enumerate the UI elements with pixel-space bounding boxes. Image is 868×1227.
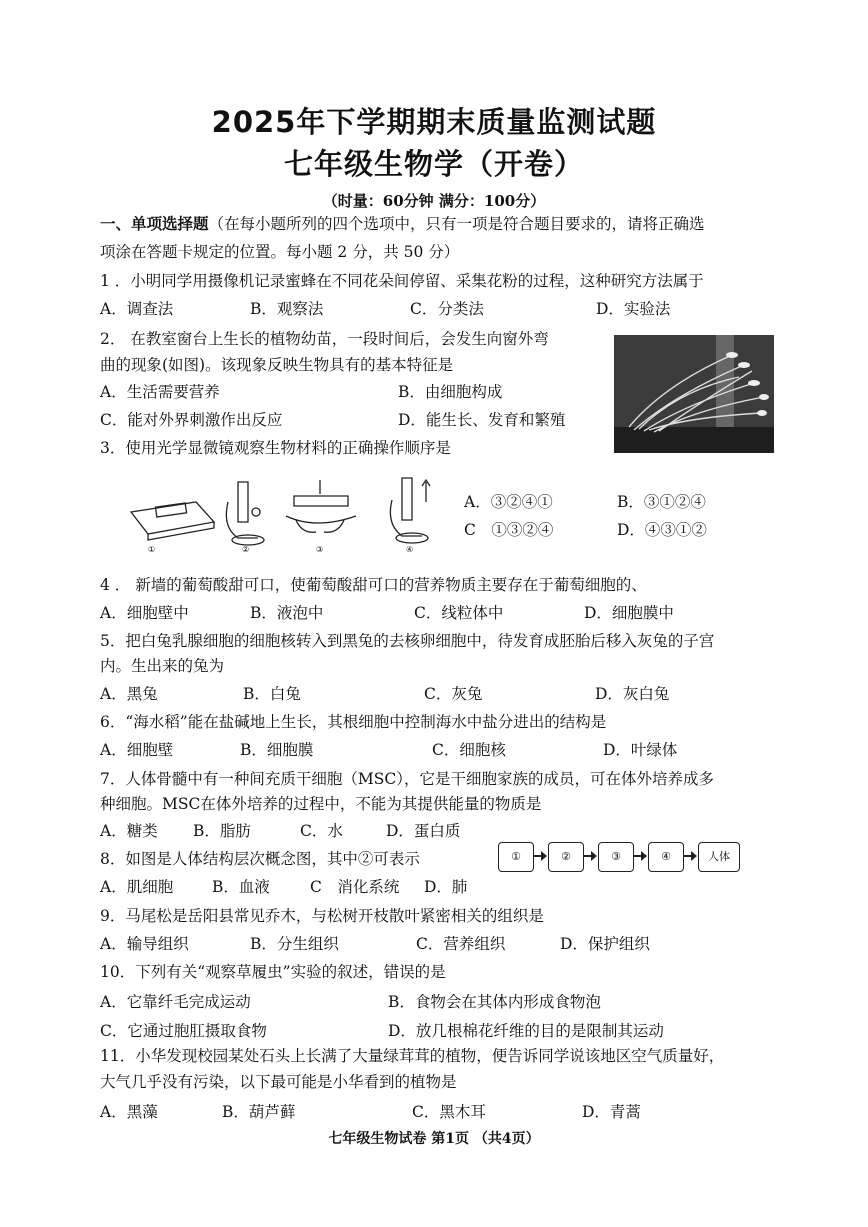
question-9-option-c: C．营养组织 [416,935,506,953]
question-5-option-d: D．灰白兔 [595,685,670,703]
exam-subtitle: 七年级生物学（开卷） [283,147,584,181]
question-1-option-b: B．观察法 [250,300,324,318]
question-10-option-c: C．它通过胞肛摄取食物 [100,1022,267,1040]
question-7-option-d: D．蛋白质 [386,822,461,840]
level-box-1: ① [498,842,534,872]
question-5-option-b: B．白兔 [243,685,301,703]
question-2-option-a: A．生活需要营养 [100,383,220,401]
question-4-option-d: D．细胞膜中 [584,604,674,622]
question-5-option-a: A．黑兔 [100,685,158,703]
section-instructions-line2: 项涂在答题卡规定的位置。每小题 2 分，共 50 分） [100,243,460,261]
seedling-photo-drawing [614,335,774,453]
question-9-option-b: B．分生组织 [250,935,339,953]
question-9-option-d: D．保护组织 [560,935,650,953]
level-box-4: ④ [648,842,684,872]
figure-label-4: ④ [406,545,414,554]
level-box-human-body: 人体 [698,842,740,872]
question-3-option-b: B．③①②④ [617,493,706,511]
question-11-option-b: B．葫芦藓 [222,1103,296,1121]
question-1-option-c: C．分类法 [410,300,484,318]
question-4-stem: 4 ． 新墙的葡萄酸甜可口，使葡萄酸甜可口的营养物质主要存在于葡萄细胞的、 [100,576,647,594]
microscope-steps-figure [126,472,446,554]
question-7-option-c: C．水 [300,822,343,840]
section-instructions-line1: （在每小题所列的四个选项中，只有一项是符合题目要求的，请将正确选 [208,215,705,233]
question-11-stem-line2: 大气几乎没有污染，以下最可能是小华看到的植物是 [100,1073,457,1091]
question-2-option-c: C．能对外界刺激作出反应 [100,411,283,429]
question-2-option-d: D．能生长、发育和繁殖 [398,411,566,429]
question-9-stem: 9．马尾松是岳阳县常见乔木，与松树开枝散叶紧密相关的组织是 [100,907,544,925]
figure-label-3: ③ [316,545,324,554]
question-1-option-d: D．实验法 [596,300,671,318]
level-box-2: ② [548,842,584,872]
question-8-stem: 8．如图是人体结构层次概念图，其中②可表示 [100,850,420,868]
page-footer: 七年级生物试卷 第1页 （共4页） [328,1131,540,1147]
question-7-option-b: B．脂肪 [193,822,251,840]
figure-label-1: ① [148,545,156,554]
level-box-3: ③ [598,842,634,872]
question-5-stem-line1: 5．把白兔乳腺细胞的细胞核转入到黑兔的去核卵细胞中，待发育成胚胎后移入灰兔的子宫 [100,632,715,650]
question-10-stem: 10．下列有关“观察草履虫”实验的叙述，错误的是 [100,963,446,981]
level-arrow-2 [584,855,596,857]
question-7-option-a: A．糖类 [100,822,158,840]
question-3-option-d: D．④③①② [617,521,707,539]
question-5-option-c: C．灰兔 [424,685,483,703]
question-4-option-a: A．细胞壁中 [100,604,189,622]
figure-label-2: ② [242,545,250,554]
seedling-photo [614,335,774,453]
question-2-stem-line2: 曲的现象(如图)。该现象反映生物具有的基本特征是 [100,356,454,374]
level-arrow-3 [634,855,646,857]
question-1-option-a: A．调查法 [100,300,174,318]
question-9-option-a: A．输导组织 [100,935,189,953]
section-heading: 一、单项选择题 [100,214,209,233]
question-8-option-c: C 消化系统 [310,878,400,896]
question-8-option-d: D．肺 [424,878,468,896]
question-4-option-c: C．线粒体中 [414,604,504,622]
section-instructions [100,214,705,234]
question-11-option-a: A．黑藻 [100,1103,158,1121]
level-arrow-1 [534,855,546,857]
question-5-stem-line2: 内。生出来的兔为 [100,657,225,675]
question-10-option-d: D．放几根棉花纤维的目的是限制其运动 [388,1022,664,1040]
question-1-stem: 1 ．小明同学用摄像机记录蜜蜂在不同花朵间停留、采集花粉的过程，这种研究方法属于 [100,272,704,290]
question-6-option-d: D．叶绿体 [603,741,678,759]
question-6-option-b: B．细胞膜 [240,741,314,759]
question-7-stem-line2: 种细胞。MSC在体外培养的过程中，不能为其提供能量的物质是 [100,795,542,813]
question-11-option-c: C．黑木耳 [412,1103,486,1121]
question-2-option-b: B．由细胞构成 [398,383,503,401]
question-11-option-d: D．青蒿 [582,1103,641,1121]
question-4-option-b: B．液泡中 [250,604,324,622]
question-2-stem-line1: 2． 在教室窗台上生长的植物幼苗，一段时间后，会发生向窗外弯 [100,330,549,348]
question-8-option-a: A．肌细胞 [100,878,174,896]
body-structure-level-diagram [498,842,748,872]
question-8-option-b: B．血液 [212,878,270,896]
question-6-stem: 6．“海水稻”能在盐碱地上生长，其根细胞中控制海水中盐分进出的结构是 [100,713,607,731]
question-3-stem: 3．使用光学显微镜观察生物材料的正确操作顺序是 [100,439,451,457]
question-10-option-a: A．它靠纤毛完成运动 [100,993,251,1011]
question-10-option-b: B．食物会在其体内形成食物泡 [388,993,601,1011]
question-11-stem-line1: 11．小华发现校园某处石头上长满了大量绿茸茸的植物，便告诉同学说该地区空气质量好， [100,1047,725,1065]
exam-title: 2025年下学期期末质量监测试题 [211,105,657,139]
question-3-option-a: A．③②④① [464,493,553,511]
question-6-option-a: A．细胞壁 [100,741,174,759]
question-7-stem-line1: 7．人体骨髓中有一种间充质干细胞（MSC），它是干细胞家族的成员，可在体外培养成多 [100,770,714,788]
microscope-steps-drawing [126,472,446,554]
level-arrow-4 [684,855,696,857]
question-6-option-c: C．细胞核 [432,741,506,759]
exam-info: （时量：60分钟 满分：100分） [322,192,546,210]
question-3-option-c: C ①③②④ [464,521,554,539]
